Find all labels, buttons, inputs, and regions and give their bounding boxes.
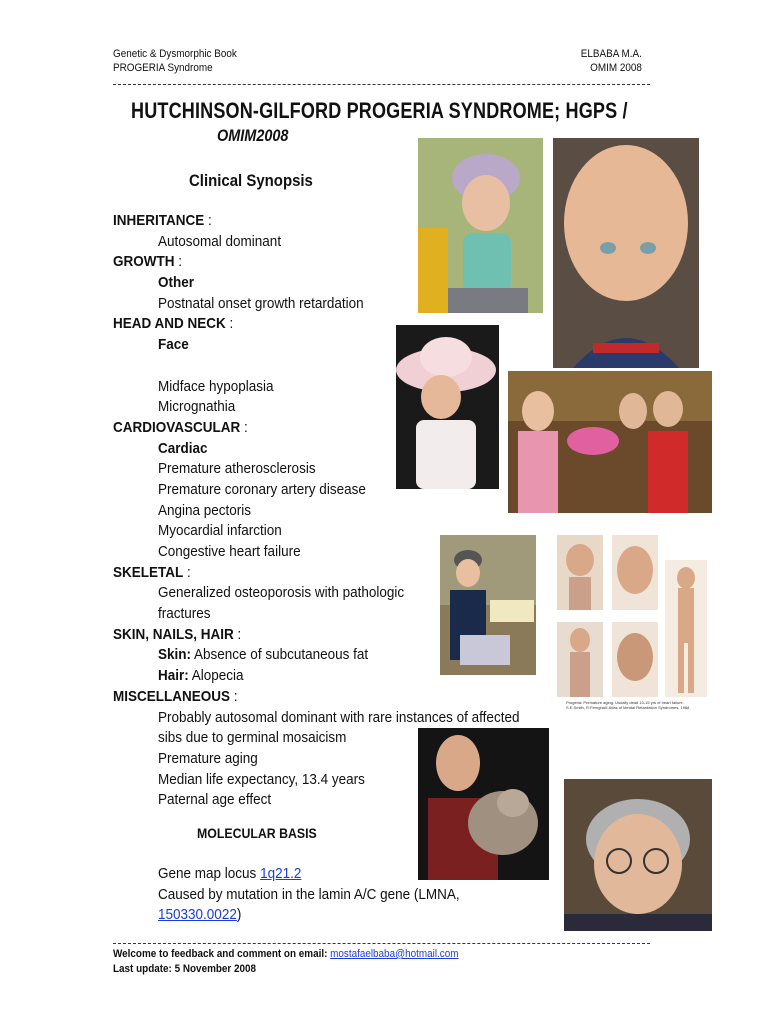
child-reading-image xyxy=(440,535,536,675)
list-item: Angina pectoris xyxy=(158,501,252,519)
category-label: GROWTH xyxy=(113,253,175,271)
synopsis-heading: Clinical Synopsis xyxy=(189,171,313,190)
footer xyxy=(113,947,458,977)
category-colon: : xyxy=(174,253,183,271)
photo-man-glasses xyxy=(564,779,712,931)
clinical-photo-full-body xyxy=(665,560,707,697)
list-item: Paternal age effect xyxy=(158,791,272,809)
photo-grid-full-body xyxy=(665,560,707,697)
photo-boy-cat xyxy=(418,728,549,880)
clinical-photo-2 xyxy=(612,535,658,610)
category-label: HEAD AND NECK xyxy=(113,315,226,333)
hair-label: Hair: xyxy=(158,667,189,685)
author-name: ELBABA M.A. xyxy=(580,48,642,60)
mutation-id-link[interactable]: 150330.0022 xyxy=(158,906,237,924)
list-item: Midface hypoplasia xyxy=(158,377,274,395)
molecular-heading: MOLECULAR BASIS xyxy=(197,825,317,841)
feedback-line xyxy=(113,947,458,962)
closing-paren: ) xyxy=(236,906,242,924)
clinical-photo-4 xyxy=(612,622,658,697)
molecular-body xyxy=(158,864,460,926)
footer-rule xyxy=(113,943,650,944)
photo-child-reading xyxy=(440,535,536,675)
header-rule xyxy=(113,84,650,85)
list-item: Probably autosomal dominant with rare instances of affected xyxy=(158,708,520,726)
category-colon: : xyxy=(240,418,248,436)
list-item: Premature coronary artery disease xyxy=(158,480,366,498)
category-colon: : xyxy=(225,315,234,333)
category-label: SKIN, NAILS, HAIR xyxy=(113,625,234,643)
cowboy-hat-child-image xyxy=(396,325,499,489)
skin-label: Skin: xyxy=(158,646,192,664)
photo-cowboy-hat xyxy=(396,325,499,489)
list-item: Generalized osteoporosis with pathologic xyxy=(158,584,405,602)
header-right xyxy=(581,47,642,75)
boy-with-cat-image xyxy=(418,728,549,880)
locus-prefix: Gene map locus xyxy=(158,865,261,882)
feedback-prefix: Welcome to feedback and comment on email: xyxy=(113,948,331,960)
child-portrait-image xyxy=(418,138,543,313)
list-item: Congestive heart failure xyxy=(158,543,301,560)
category-label: SKELETAL xyxy=(113,563,184,581)
mutation-line: Caused by mutation in the lamin A/C gene (LMNA, xyxy=(158,885,460,903)
syndrome-name: PROGERIA Syndrome xyxy=(113,62,213,74)
list-item: Median life expectancy, 13.4 years xyxy=(158,770,365,788)
subcategory-label: Face xyxy=(158,336,189,354)
category-label: INHERITANCE xyxy=(113,212,205,229)
caption-line-2: S.E.Smith, R.Fernghall: Atlas of Mental Retardation Syndromes, 1968 xyxy=(566,705,690,710)
photo-grid-4 xyxy=(612,622,658,697)
category-label: CARDIOVASCULAR xyxy=(113,418,241,436)
category-colon: : xyxy=(230,687,238,705)
gene-locus-link[interactable]: 1q21.2 xyxy=(260,865,302,882)
list-item: Micrognathia xyxy=(158,398,236,416)
clinical-photo-3 xyxy=(557,622,603,697)
last-update: Last update: 5 November 2008 xyxy=(113,963,257,975)
bald-boy-portrait-image xyxy=(553,138,699,368)
list-item: Postnatal onset growth retardation xyxy=(158,294,364,312)
category-colon: : xyxy=(183,563,191,581)
caption-line-1: Progeria: Premature aging. Usually dead 10-15 yrs of heart failure. xyxy=(566,700,684,705)
photo-grid-3 xyxy=(557,622,603,697)
photo-child-hat xyxy=(418,138,543,313)
photo-bald-boy xyxy=(553,138,699,368)
page-subtitle: OMIM2008 xyxy=(217,126,289,145)
photo-grid-1 xyxy=(557,535,603,610)
category-colon: : xyxy=(204,212,212,229)
list-item: Autosomal dominant xyxy=(158,232,282,250)
category-miscellaneous xyxy=(113,687,519,708)
subcategory-label: Cardiac xyxy=(158,439,208,457)
page-title: HUTCHINSON-GILFORD PROGERIA SYNDROME; HGPS / xyxy=(131,98,628,123)
man-with-glasses-image xyxy=(564,779,712,931)
list-item: Premature atherosclerosis xyxy=(158,460,316,478)
header-left xyxy=(113,47,237,75)
category-label: MISCELLANEOUS xyxy=(113,687,231,705)
gene-locus-line xyxy=(158,864,460,885)
list-item: sibs due to germinal mosaicism xyxy=(158,729,347,747)
book-title: Genetic & Dysmorphic Book xyxy=(113,48,237,60)
clinical-photo-1 xyxy=(557,535,603,610)
skin-text: Absence of subcutaneous fat xyxy=(191,646,369,664)
subcategory-label: Other xyxy=(158,274,195,292)
two-kids-image xyxy=(508,371,712,513)
photo-caption xyxy=(566,700,689,710)
list-item: fractures xyxy=(158,605,211,623)
email-link[interactable]: mostafaelbaba@hotmail.com xyxy=(330,948,459,960)
hair-text: Alopecia xyxy=(188,667,244,685)
list-item: Myocardial infarction xyxy=(158,522,282,540)
omim-year: OMIM 2008 xyxy=(590,62,642,74)
mutation-id-line xyxy=(158,905,460,926)
category-colon: : xyxy=(233,625,242,643)
photo-grid-2 xyxy=(612,535,658,610)
list-item: Premature aging xyxy=(158,749,258,767)
photo-two-kids xyxy=(508,371,712,513)
